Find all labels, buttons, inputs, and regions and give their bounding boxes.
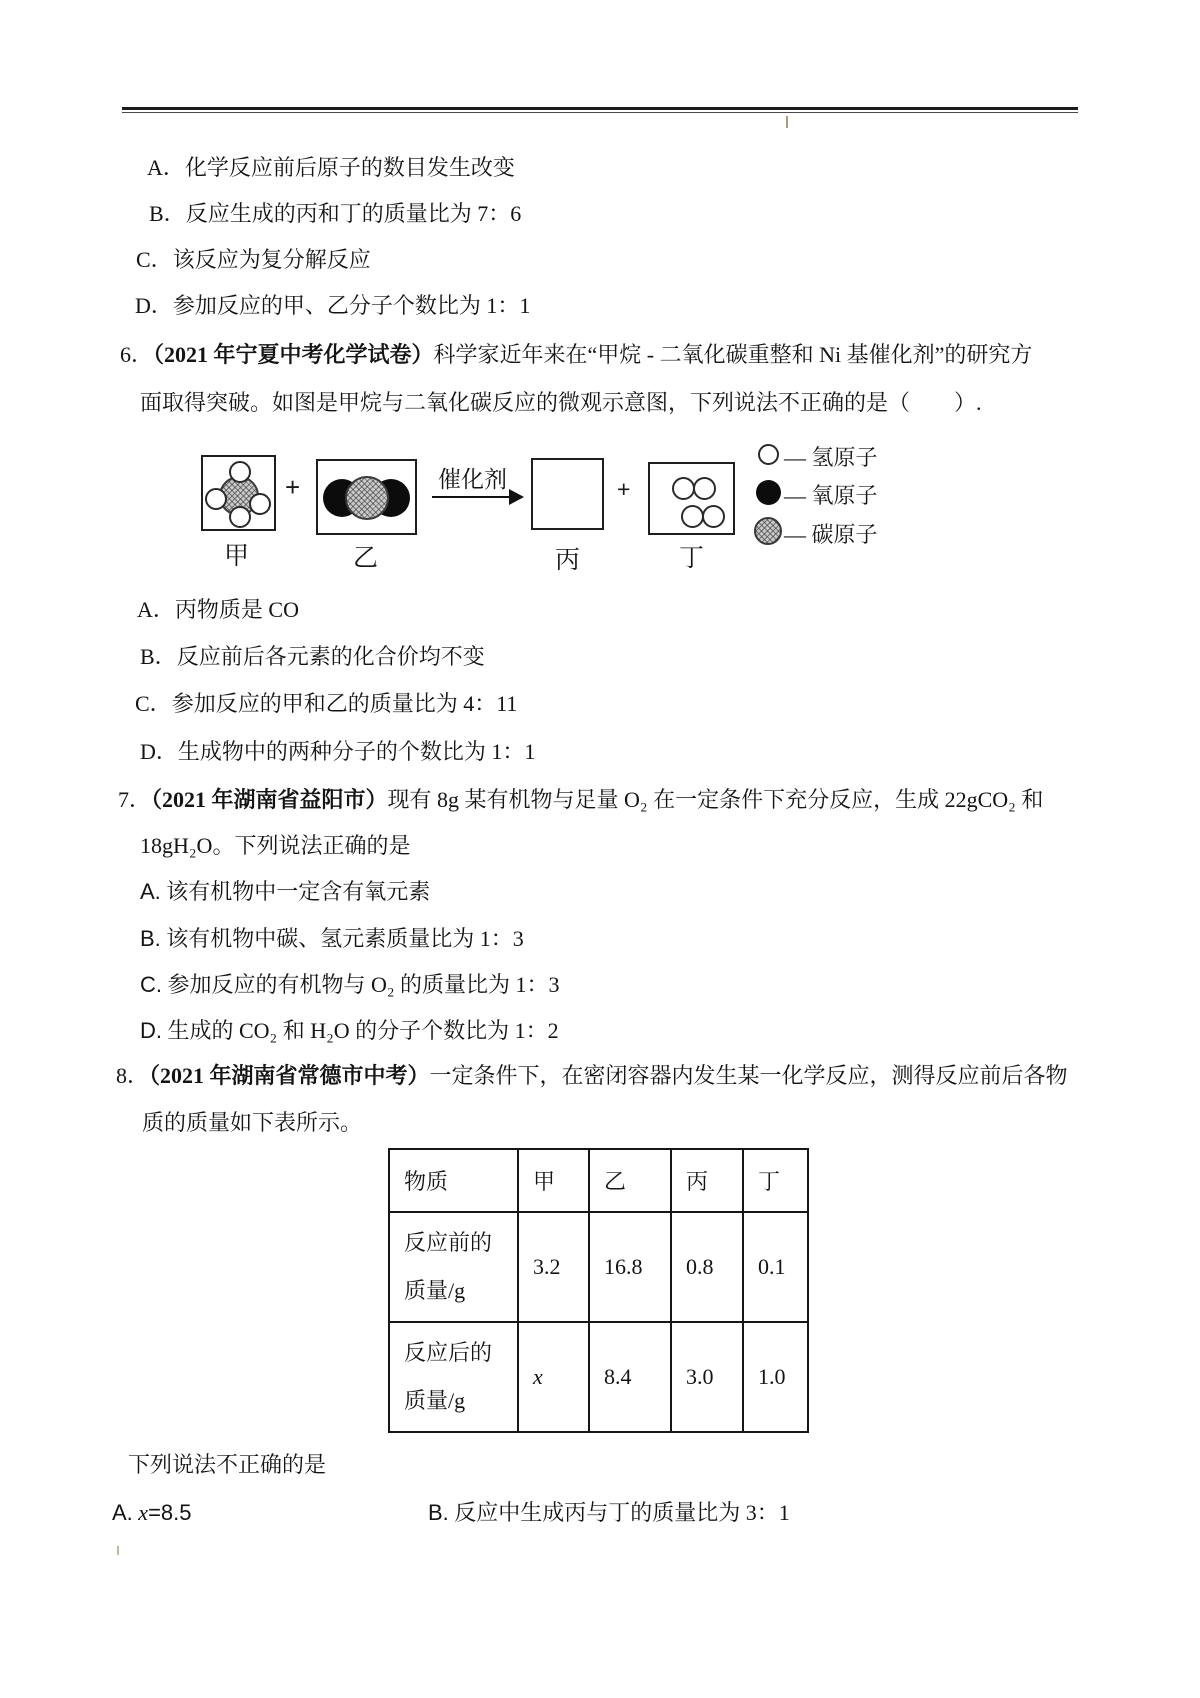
option-text: 该有机物中碳、氢元素质量比为 1：3 (166, 926, 524, 951)
question-stem: 质的质量如下表所示。 (142, 1110, 363, 1135)
legend-carbon-label: — 碳原子 (784, 522, 878, 547)
hydrogen-atom-icon (205, 488, 227, 510)
table-header-substance: 物质 (389, 1149, 518, 1212)
q6-option-a (137, 595, 299, 625)
q6-option-c (135, 689, 517, 719)
option-label: A． (137, 597, 175, 622)
table-header-row (389, 1149, 808, 1212)
question-stem: 面取得突破。如图是甲烷与二氧化碳反应的微观示意图，下列说法不正确的是（ ）. (140, 390, 982, 415)
option-text: 反应中生成丙与丁的质量比为 3：1 (454, 1500, 790, 1525)
cell-value: 0.8 (671, 1212, 743, 1322)
option-text: 反应生成的丙和丁的质量比为 7：6 (185, 201, 522, 226)
row-label: 反应前的质量/g (389, 1212, 518, 1322)
q8-stem-line2 (142, 1108, 362, 1138)
q6-option-b (140, 642, 485, 672)
cell-value: 8.4 (589, 1322, 671, 1432)
table-header-bing: 丙 (671, 1149, 743, 1212)
option-text: 参加反应的有机物与 O₂ 的质量比为 1：3 (167, 972, 560, 997)
question-stem: 下列说法不正确的是 (128, 1452, 327, 1477)
q6-option-d (140, 737, 535, 767)
hydrogen-atom-icon (229, 461, 251, 483)
cell-value: 16.8 (589, 1212, 671, 1322)
legend-hydrogen-label: — 氢原子 (784, 445, 878, 470)
option-label: C． (135, 691, 172, 716)
q8-option-b (428, 1498, 790, 1528)
reaction-arrow (432, 496, 512, 498)
scan-artifact-bottom (117, 1546, 119, 1555)
table-header-ding: 丁 (743, 1149, 808, 1212)
q7-option-b (140, 924, 524, 954)
q5-option-b (149, 199, 521, 229)
hydrogen-atom-icon (672, 477, 695, 500)
question-stem: 18gH₂O。下列说法正确的是 (140, 833, 411, 858)
label-yi: 乙 (353, 545, 379, 572)
q5-option-d (135, 291, 530, 321)
option-text: 该反应为复分解反应 (172, 247, 371, 272)
label-ding: 丁 (679, 545, 705, 572)
option-label: B. (140, 926, 161, 951)
variable-x: x (138, 1500, 149, 1525)
option-text: 生成物中的两种分子的个数比为 1：1 (177, 739, 536, 764)
molecule-box-ding (648, 462, 735, 535)
option-text: 化学反应前后原子的数目发生改变 (184, 155, 515, 180)
option-label: A． (147, 155, 185, 180)
q6-stem-line1 (120, 340, 1032, 370)
table-header-jia: 甲 (518, 1149, 589, 1212)
plus-sign: + (285, 472, 301, 502)
option-text: 参加反应的甲和乙的质量比为 4：11 (171, 691, 518, 716)
option-label: B． (140, 644, 177, 669)
option-text: 该有机物中一定含有氧元素 (166, 879, 431, 904)
option-label: D. (140, 1018, 162, 1043)
molecule-box-jia (201, 455, 276, 531)
question-source: （2021 年湖南省益阳市） (151, 787, 388, 812)
catalyst-label: 催化剂 (438, 467, 507, 492)
hydrogen-atom-icon (229, 506, 251, 528)
option-label: B． (149, 201, 186, 226)
q7-option-a (140, 877, 430, 907)
oxygen-atom-icon (756, 480, 781, 505)
hydrogen-atom-icon (702, 505, 725, 528)
plus-sign: + (617, 476, 631, 502)
hydrogen-atom-icon (693, 477, 716, 500)
q5-option-c (136, 245, 371, 275)
reaction-arrow-head (509, 489, 524, 505)
question-number: 6． (120, 342, 154, 367)
question-number: 7． (118, 787, 152, 812)
option-label: D． (140, 739, 178, 764)
question-number: 8． (116, 1063, 150, 1088)
option-text: 生成的 CO₂ 和 H₂O 的分子个数比为 1：2 (167, 1018, 559, 1043)
scan-artifact-top (786, 116, 788, 128)
mass-table (388, 1148, 809, 1433)
option-label: D． (135, 293, 173, 318)
cell-value: 0.1 (743, 1212, 808, 1322)
hydrogen-atom-icon (758, 444, 779, 465)
question-source: （2021 年宁夏中考化学试卷） (153, 342, 434, 367)
carbon-atom-icon (754, 517, 782, 545)
q7-option-c (140, 970, 560, 1000)
question-stem: 现有 8g 某有机物与足量 O₂ 在一定条件下充分反应，生成 22gCO₂ 和 (387, 787, 1044, 812)
cell-value: 1.0 (743, 1322, 808, 1432)
question-stem: 一定条件下，在密闭容器内发生某一化学反应，测得反应前后各物 (429, 1063, 1068, 1088)
question-source: （2021 年湖南省常德市中考） (149, 1063, 430, 1088)
cell-value-x: x (518, 1322, 589, 1432)
header-rule (122, 107, 1078, 113)
q8-option-a (112, 1498, 192, 1528)
label-bing: 丙 (555, 547, 581, 574)
question-stem: 科学家近年来在“甲烷 - 二氧化碳重整和 Ni 基催化剂”的研究方 (433, 342, 1033, 367)
q7-stem-line2 (140, 831, 410, 861)
carbon-atom-icon (345, 476, 389, 520)
option-label: C. (140, 972, 162, 997)
legend-oxygen-label: — 氧原子 (784, 483, 878, 508)
q8-stem-line1 (116, 1061, 1068, 1091)
hydrogen-atom-icon (249, 493, 271, 515)
option-label: A. (140, 879, 161, 904)
option-text: 丙物质是 CO (174, 597, 299, 622)
option-label: A. (112, 1500, 133, 1525)
option-text: =8.5 (148, 1500, 192, 1525)
row-label: 反应后的质量/g (389, 1322, 518, 1432)
q5-option-a (147, 153, 515, 183)
option-label: C． (136, 247, 173, 272)
option-text: 参加反应的甲、乙分子个数比为 1：1 (172, 293, 531, 318)
label-jia: 甲 (224, 543, 250, 570)
q6-stem-line2 (140, 388, 982, 418)
option-label: B. (428, 1500, 449, 1525)
option-text: 反应前后各元素的化合价均不变 (176, 644, 485, 669)
table-row-after (389, 1322, 808, 1432)
hydrogen-atom-icon (681, 505, 704, 528)
molecule-box-yi (316, 459, 417, 535)
q7-stem-line1 (118, 785, 1043, 815)
cell-value: 3.2 (518, 1212, 589, 1322)
q7-option-d (140, 1016, 559, 1046)
table-row-before (389, 1212, 808, 1322)
molecule-box-bing-empty (531, 458, 604, 530)
cell-value: 3.0 (671, 1322, 743, 1432)
table-header-yi: 乙 (589, 1149, 671, 1212)
q8-footer-stem (128, 1450, 326, 1480)
